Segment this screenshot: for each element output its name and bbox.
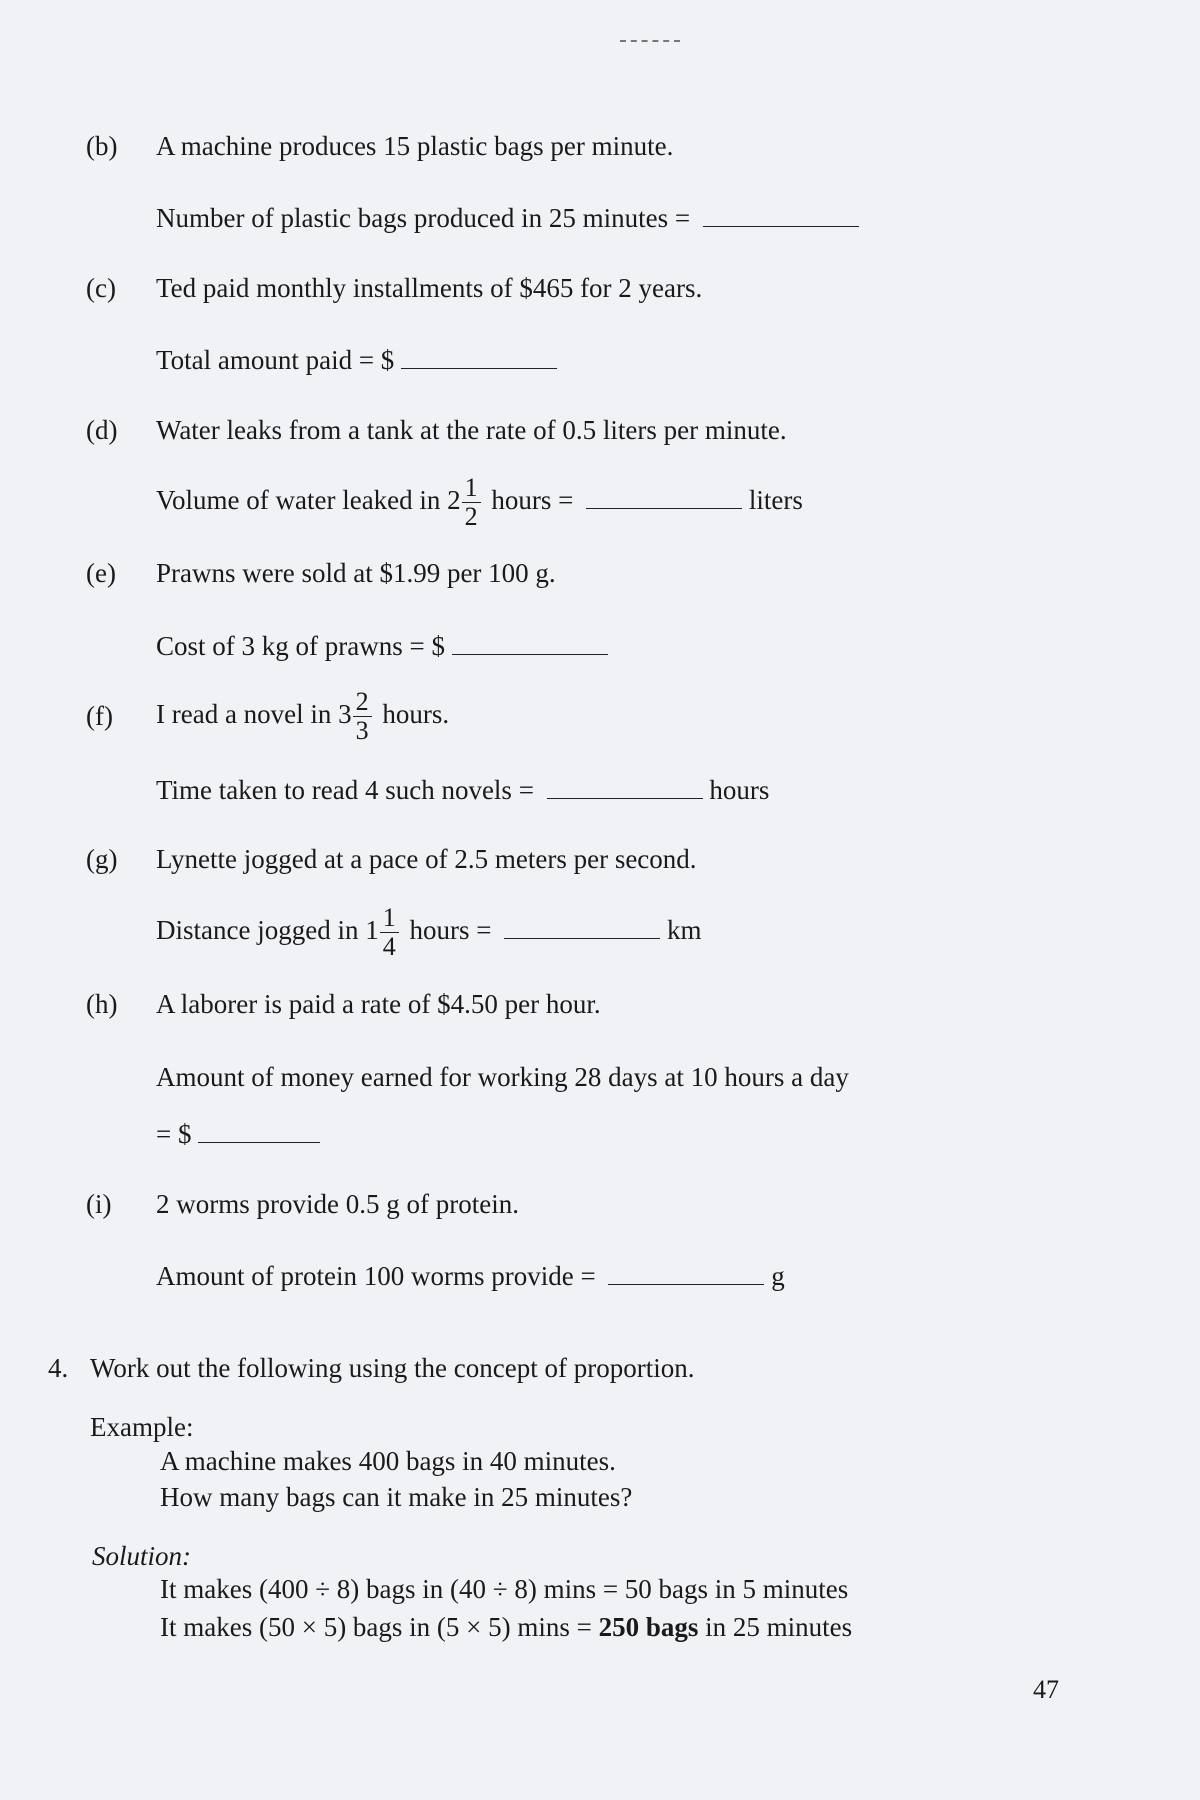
solution-label: Solution: bbox=[92, 1541, 191, 1571]
solution-text-post: in 25 minutes bbox=[705, 1612, 853, 1642]
answer-blank[interactable] bbox=[452, 628, 608, 655]
question-g-answer bbox=[156, 900, 701, 961]
answer-text: Total amount paid = $ bbox=[156, 345, 395, 375]
fraction-denominator: 3 bbox=[355, 716, 369, 746]
answer-text: Amount of protein 100 worms provide = bbox=[156, 1261, 596, 1291]
answer-blank[interactable] bbox=[703, 200, 859, 227]
question-g-statement: Lynette jogged at a pace of 2.5 meters per second. bbox=[156, 844, 697, 874]
answer-blank[interactable] bbox=[586, 482, 742, 509]
solution-line bbox=[160, 1611, 852, 1643]
answer-text: Number of plastic bags produced in 25 minutes = bbox=[156, 203, 691, 233]
answer-unit: hours bbox=[709, 775, 770, 805]
question-label-i: (i) bbox=[86, 1189, 112, 1219]
answer-text-post: hours = bbox=[491, 485, 574, 515]
section-number: 4. bbox=[48, 1353, 69, 1383]
question-label-b: (b) bbox=[86, 131, 118, 161]
scan-mark bbox=[620, 40, 680, 44]
answer-blank[interactable] bbox=[401, 342, 557, 369]
question-c-answer bbox=[156, 342, 557, 376]
answer-text: Cost of 3 kg of prawns = $ bbox=[156, 631, 445, 661]
section-instruction: Work out the following using the concept of proportion. bbox=[90, 1353, 695, 1383]
answer-text: = $ bbox=[156, 1119, 192, 1149]
fraction-numerator: 1 bbox=[462, 474, 481, 503]
answer-blank[interactable] bbox=[504, 912, 660, 939]
question-h-answer: Amount of money earned for working 28 days at 10 hours a day bbox=[156, 1062, 849, 1092]
answer-text: Distance jogged in bbox=[156, 915, 359, 945]
answer-unit: km bbox=[666, 915, 702, 945]
mixed-number-whole: 1 bbox=[365, 915, 379, 945]
answer-unit: liters bbox=[748, 485, 803, 515]
question-d-statement: Water leaks from a tank at the rate of 0.5 liters per minute. bbox=[156, 415, 787, 445]
question-label-c: (c) bbox=[86, 273, 116, 303]
fraction bbox=[380, 904, 399, 961]
question-f-answer bbox=[156, 772, 769, 806]
question-e-statement: Prawns were sold at $1.99 per 100 g. bbox=[156, 558, 556, 588]
example-line: How many bags can it make in 25 minutes? bbox=[160, 1482, 633, 1512]
fraction-numerator: 1 bbox=[380, 904, 399, 933]
answer-blank[interactable] bbox=[198, 1116, 320, 1143]
question-label-f: (f) bbox=[86, 701, 113, 731]
answer-unit: g bbox=[771, 1261, 785, 1291]
question-f-statement bbox=[156, 684, 449, 745]
mixed-number-whole: 3 bbox=[338, 699, 352, 729]
answer-text-post: hours = bbox=[409, 915, 492, 945]
solution-text: It makes (50 × 5) bags in (5 × 5) mins = bbox=[160, 1612, 592, 1642]
answer-text: Time taken to read 4 such novels = bbox=[156, 775, 534, 805]
mixed-number-whole: 2 bbox=[447, 485, 461, 515]
answer-text: Volume of water leaked in bbox=[156, 485, 441, 515]
solution-answer: 250 bags bbox=[598, 1612, 699, 1642]
fraction-numerator: 2 bbox=[353, 688, 372, 717]
statement-text: I read a novel in bbox=[156, 699, 332, 729]
question-b-answer bbox=[156, 200, 859, 234]
fraction-denominator: 4 bbox=[382, 932, 396, 962]
question-d-answer bbox=[156, 470, 803, 531]
question-i-answer bbox=[156, 1258, 785, 1292]
statement-text-post: hours. bbox=[382, 699, 450, 729]
example-line: A machine makes 400 bags in 40 minutes. bbox=[160, 1446, 616, 1476]
question-i-statement: 2 worms provide 0.5 g of protein. bbox=[156, 1189, 519, 1219]
example-label: Example: bbox=[90, 1412, 194, 1442]
fraction bbox=[353, 688, 372, 745]
question-label-e: (e) bbox=[86, 558, 116, 588]
fraction-denominator: 2 bbox=[464, 502, 478, 532]
answer-blank[interactable] bbox=[608, 1258, 764, 1285]
solution-line: It makes (400 ÷ 8) bags in (40 ÷ 8) mins = 50 bags in 5 minutes bbox=[160, 1574, 849, 1604]
question-e-answer bbox=[156, 628, 608, 662]
question-label-g: (g) bbox=[86, 844, 118, 874]
question-label-d: (d) bbox=[86, 415, 118, 445]
question-h-answer-line2 bbox=[156, 1116, 320, 1150]
question-label-h: (h) bbox=[86, 989, 118, 1019]
question-h-statement: A laborer is paid a rate of $4.50 per hour. bbox=[156, 989, 601, 1019]
question-b-statement: A machine produces 15 plastic bags per minute. bbox=[156, 131, 674, 161]
page-number: 47 bbox=[1033, 1675, 1059, 1704]
fraction bbox=[462, 474, 481, 531]
answer-blank[interactable] bbox=[547, 772, 703, 799]
question-c-statement: Ted paid monthly installments of $465 for 2 years. bbox=[156, 273, 703, 303]
